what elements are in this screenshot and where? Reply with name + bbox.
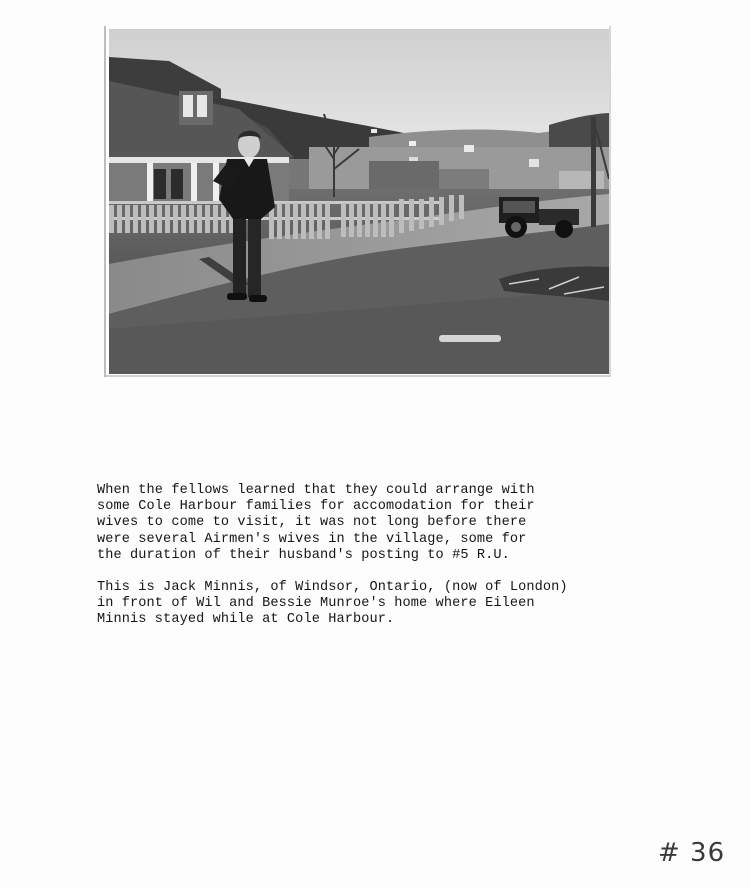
caption-line: When the fellows learned that they could arrange with <box>97 483 535 498</box>
page-number: # 36 <box>658 838 726 868</box>
caption-line: Minnis stayed while at Cole Harbour. <box>97 612 395 628</box>
caption-line: in front of Wil and Bessie Munroe's home where Eileen <box>97 596 535 612</box>
caption-line: wives to come to visit, it was not long before there <box>97 515 527 531</box>
caption-line: some Cole Harbour families for accomodation for their <box>97 499 535 515</box>
caption-line: were several Airmen's wives in the village, some for <box>97 531 527 547</box>
photo-frame <box>106 26 611 377</box>
caption-paragraph-2 <box>97 580 697 629</box>
caption-line: the duration of their husband's posting to #5 R.U. <box>97 547 510 563</box>
photograph <box>109 29 609 374</box>
caption-text <box>97 483 697 629</box>
caption-paragraph-1 <box>97 483 697 564</box>
photograph-scene <box>109 29 609 374</box>
caption-line: This is Jack Minnis, of Windsor, Ontario, (now of London) <box>97 580 568 596</box>
